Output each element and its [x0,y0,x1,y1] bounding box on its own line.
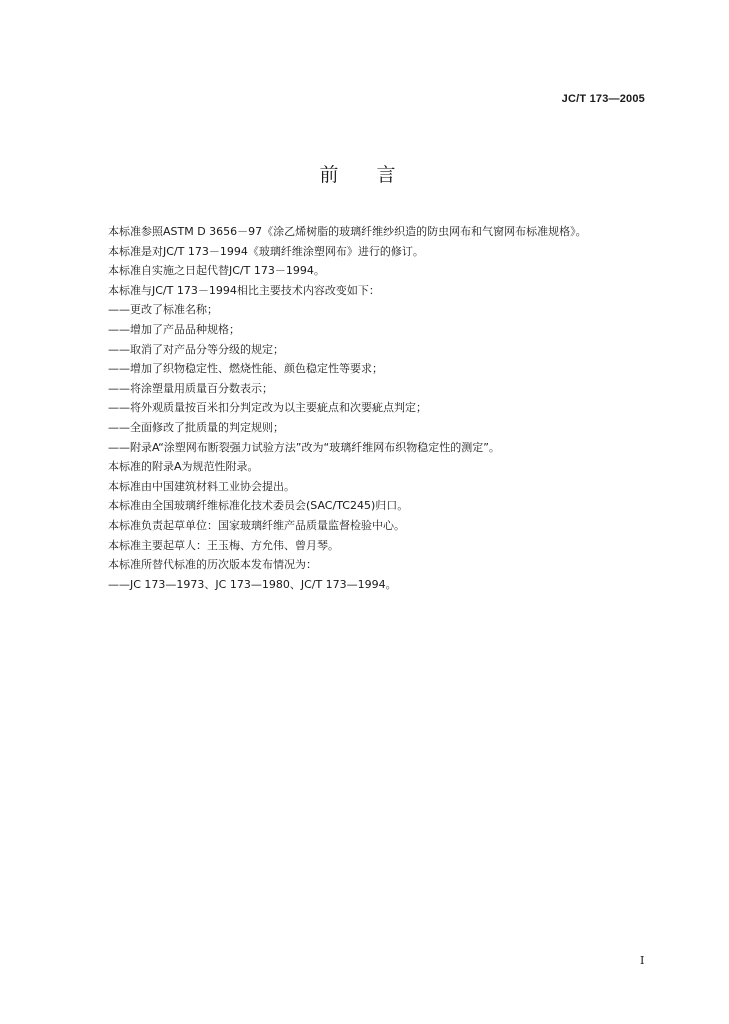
paragraph-line: 本标准参照ASTM D 3656－97《涂乙烯树脂的玻璃纤维纱织造的防虫网布和气窗网布标准规格》。 [108,225,587,238]
paragraph-line: ——将外观质量按百米扣分判定改为以主要疵点和次要疵点判定； [108,401,427,415]
paragraph-line: 本标准自实施之日起代替JC/T 173－1994。 [108,264,325,278]
foreword-body [108,222,668,594]
paragraph-line: ——JC 173—1973、JC 173—1980、JC/T 173—1994。 [108,577,397,591]
page-number: I [640,954,645,967]
paragraph-line: 本标准的附录A为规范性附录。 [108,460,259,474]
paragraph-line: 本标准是对JC/T 173－1994《玻璃纤维涂塑网布》进行的修订。 [108,244,424,258]
paragraph-line: 本标准由全国玻璃纤维标准化技术委员会(SAC/TC245)归口。 [108,499,409,513]
paragraph-line: 本标准与JC/T 173－1994相比主要技术内容改变如下： [108,283,380,297]
standard-code: JC/T 173—2005 [561,93,645,105]
paragraph-line: ——增加了产品品种规格； [108,322,240,336]
paragraph-line: ——增加了织物稳定性、燃烧性能、颜色稳定性等要求； [108,362,383,376]
paragraph-line: ——取消了对产品分等分级的规定； [108,342,284,356]
paragraph-line: ——更改了标准名称； [108,303,218,317]
paragraph-line: 本标准由中国建筑材料工业协会提出。 [108,479,295,493]
paragraph-line: ——将涂塑量用质量百分数表示； [108,381,273,395]
paragraph-line: 本标准所替代标准的历次版本发布情况为： [108,558,317,572]
paragraph-line: 本标准负责起草单位：国家玻璃纤维产品质量监督检验中心。 [108,518,405,532]
page-title: 前言 [319,164,434,186]
paragraph-line: 本标准主要起草人：王玉梅、方允伟、曾月琴。 [108,538,339,552]
paragraph-line: ——全面修改了批质量的判定规则； [108,420,284,434]
paragraph-line: ——附录A“涂塑网布断裂强力试验方法”改为“玻璃纤维网布织物稳定性的测定”。 [108,440,500,454]
